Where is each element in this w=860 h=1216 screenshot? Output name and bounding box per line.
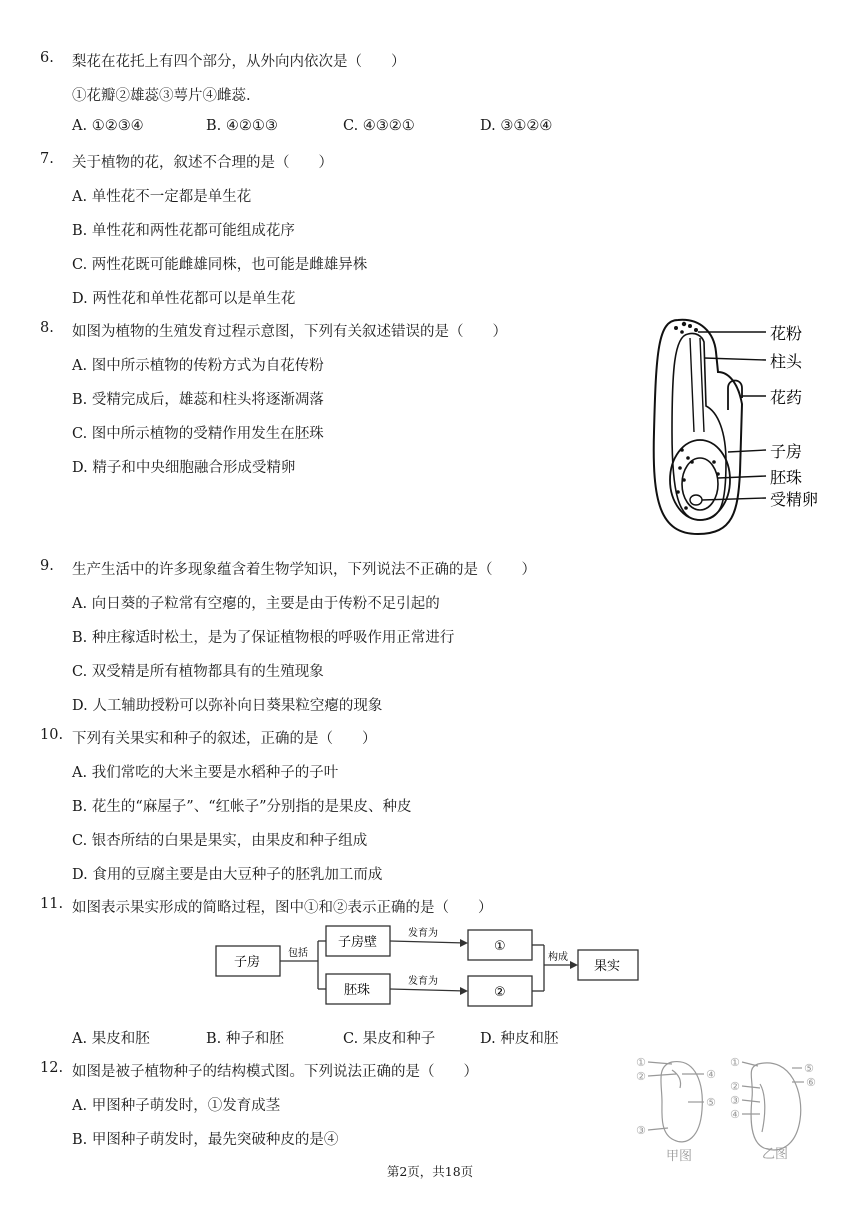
seed-structure-figure <box>632 1054 832 1164</box>
question-stem: 生产生活中的许多现象蕴含着生物学知识，下列说法不正确的是（ ） <box>72 562 536 578</box>
option-b: B. 甲图种子萌发时，最先突破种皮的是④ <box>72 1132 339 1148</box>
label-pollen: 花粉 <box>770 324 803 343</box>
box-ovule: 胚珠 <box>344 983 371 998</box>
question-number: 8. <box>40 320 54 336</box>
ovary-shape <box>670 440 730 520</box>
seed-a-mark-4: ④ <box>706 1068 716 1081</box>
option-a: A. 图中所示植物的传粉方式为自花传粉 <box>72 358 324 374</box>
option-a: A. 果皮和胚 <box>72 1031 150 1047</box>
question-stem: 如图是被子植物种子的结构模式图。下列说法正确的是（ ） <box>72 1064 478 1080</box>
option-d: D. 两性花和单性花都可以是单生花 <box>72 291 296 307</box>
option-c: C. 双受精是所有植物都具有的生殖现象 <box>72 664 324 680</box>
label-stigma: 柱头 <box>770 352 803 371</box>
label-compose: 构成 <box>548 952 568 963</box>
ovule-shape <box>682 458 718 510</box>
style-tube <box>690 338 704 432</box>
box-blank-1: ① <box>494 939 506 954</box>
option-c: C. 两性花既可能雌雄同株，也可能是雌雄异株 <box>72 257 368 273</box>
seed-a-mark-1: ① <box>636 1056 646 1069</box>
label-develop-1: 发育为 <box>408 928 438 939</box>
seed-b-mark-3: ③ <box>730 1094 740 1107</box>
seed-a-mark-5: ⑤ <box>706 1096 716 1109</box>
option-a: A. ①②③④ <box>72 118 144 134</box>
label-zygote: 受精卵 <box>770 490 819 509</box>
flower-structure-figure <box>638 312 838 542</box>
label-develop-2: 发育为 <box>408 976 438 987</box>
box-blank-2: ② <box>494 985 506 1000</box>
label-ovule: 胚珠 <box>770 468 803 487</box>
box-ovary: 子房 <box>234 955 261 970</box>
option-d: D. 人工辅助授粉可以弥补向日葵果粒空瘪的现象 <box>72 698 383 714</box>
caption-figure-b: 乙图 <box>762 1147 789 1162</box>
petal-outline <box>654 320 742 534</box>
option-a: A. 向日葵的子粒常有空瘪的，主要是由于传粉不足引起的 <box>72 596 440 612</box>
question-stem: 梨花在花托上有四个部分，从外向内依次是（ ） <box>72 54 406 70</box>
seed-b-mark-2: ② <box>730 1080 740 1093</box>
caption-figure-a: 甲图 <box>666 1149 693 1164</box>
option-b: B. 种子和胚 <box>206 1031 284 1047</box>
fruit-formation-diagram <box>214 920 644 1012</box>
seed-a-mark-3: ③ <box>636 1124 646 1137</box>
option-b: B. 种庄稼适时松土，是为了保证植物根的呼吸作用正常进行 <box>72 630 455 646</box>
option-d: D. ③①②④ <box>480 118 553 134</box>
seed-b-mark-4: ④ <box>730 1108 740 1121</box>
label-anther: 花药 <box>770 388 803 407</box>
option-d: D. 精子和中央细胞融合形成受精卵 <box>72 460 296 476</box>
seed-b-mark-6: ⑥ <box>806 1076 816 1089</box>
question-stem: 如图表示果实形成的简略过程，图中①和②表示正确的是（ ） <box>72 900 493 916</box>
question-sub-text: ①花瓣②雄蕊③萼片④雌蕊. <box>72 88 251 104</box>
question-stem: 如图为植物的生殖发育过程示意图，下列有关叙述错误的是（ ） <box>72 324 507 340</box>
label-ovary: 子房 <box>770 442 803 461</box>
question-number: 6. <box>40 50 54 66</box>
label-includes: 包括 <box>288 948 308 959</box>
option-b: B. 花生的“麻屋子”、“红帐子”分别指的是果皮、种皮 <box>72 799 412 815</box>
question-stem: 下列有关果实和种子的叙述，正确的是（ ） <box>72 731 377 747</box>
zygote-shape <box>690 495 702 505</box>
option-c: C. 图中所示植物的受精作用发生在胚珠 <box>72 426 324 442</box>
question-stem: 关于植物的花，叙述不合理的是（ ） <box>72 155 333 171</box>
question-number: 10. <box>40 727 64 743</box>
question-number: 7. <box>40 151 54 167</box>
option-a: A. 我们常吃的大米主要是水稻种子的子叶 <box>72 765 339 781</box>
question-number: 11. <box>40 896 64 912</box>
option-d: D. 种皮和胚 <box>480 1031 559 1047</box>
question-number: 9. <box>40 558 54 574</box>
box-ovary-wall: 子房壁 <box>338 935 378 950</box>
option-d: D. 食用的豆腐主要是由大豆种子的胚乳加工而成 <box>72 867 383 883</box>
question-number: 12. <box>40 1060 64 1076</box>
option-c: C. ④③②① <box>343 118 415 134</box>
option-c: C. 银杏所结的白果是果实，由果皮和种子组成 <box>72 833 368 849</box>
option-c: C. 果皮和种子 <box>343 1031 436 1047</box>
box-fruit: 果实 <box>594 959 621 974</box>
option-a: A. 甲图种子萌发时，①发育成茎 <box>72 1098 281 1114</box>
seed-b-mark-5: ⑤ <box>804 1062 814 1075</box>
option-b: B. ④②①③ <box>206 118 278 134</box>
seed-a-mark-2: ② <box>636 1070 646 1083</box>
option-b: B. 单性花和两性花都可能组成花序 <box>72 223 295 239</box>
page-footer: 第2页，共18页 <box>386 1164 474 1179</box>
option-b: B. 受精完成后，雄蕊和柱头将逐渐凋落 <box>72 392 324 408</box>
option-a: A. 单性花不一定都是单生花 <box>72 189 252 205</box>
seed-b-mark-1: ① <box>730 1056 740 1069</box>
